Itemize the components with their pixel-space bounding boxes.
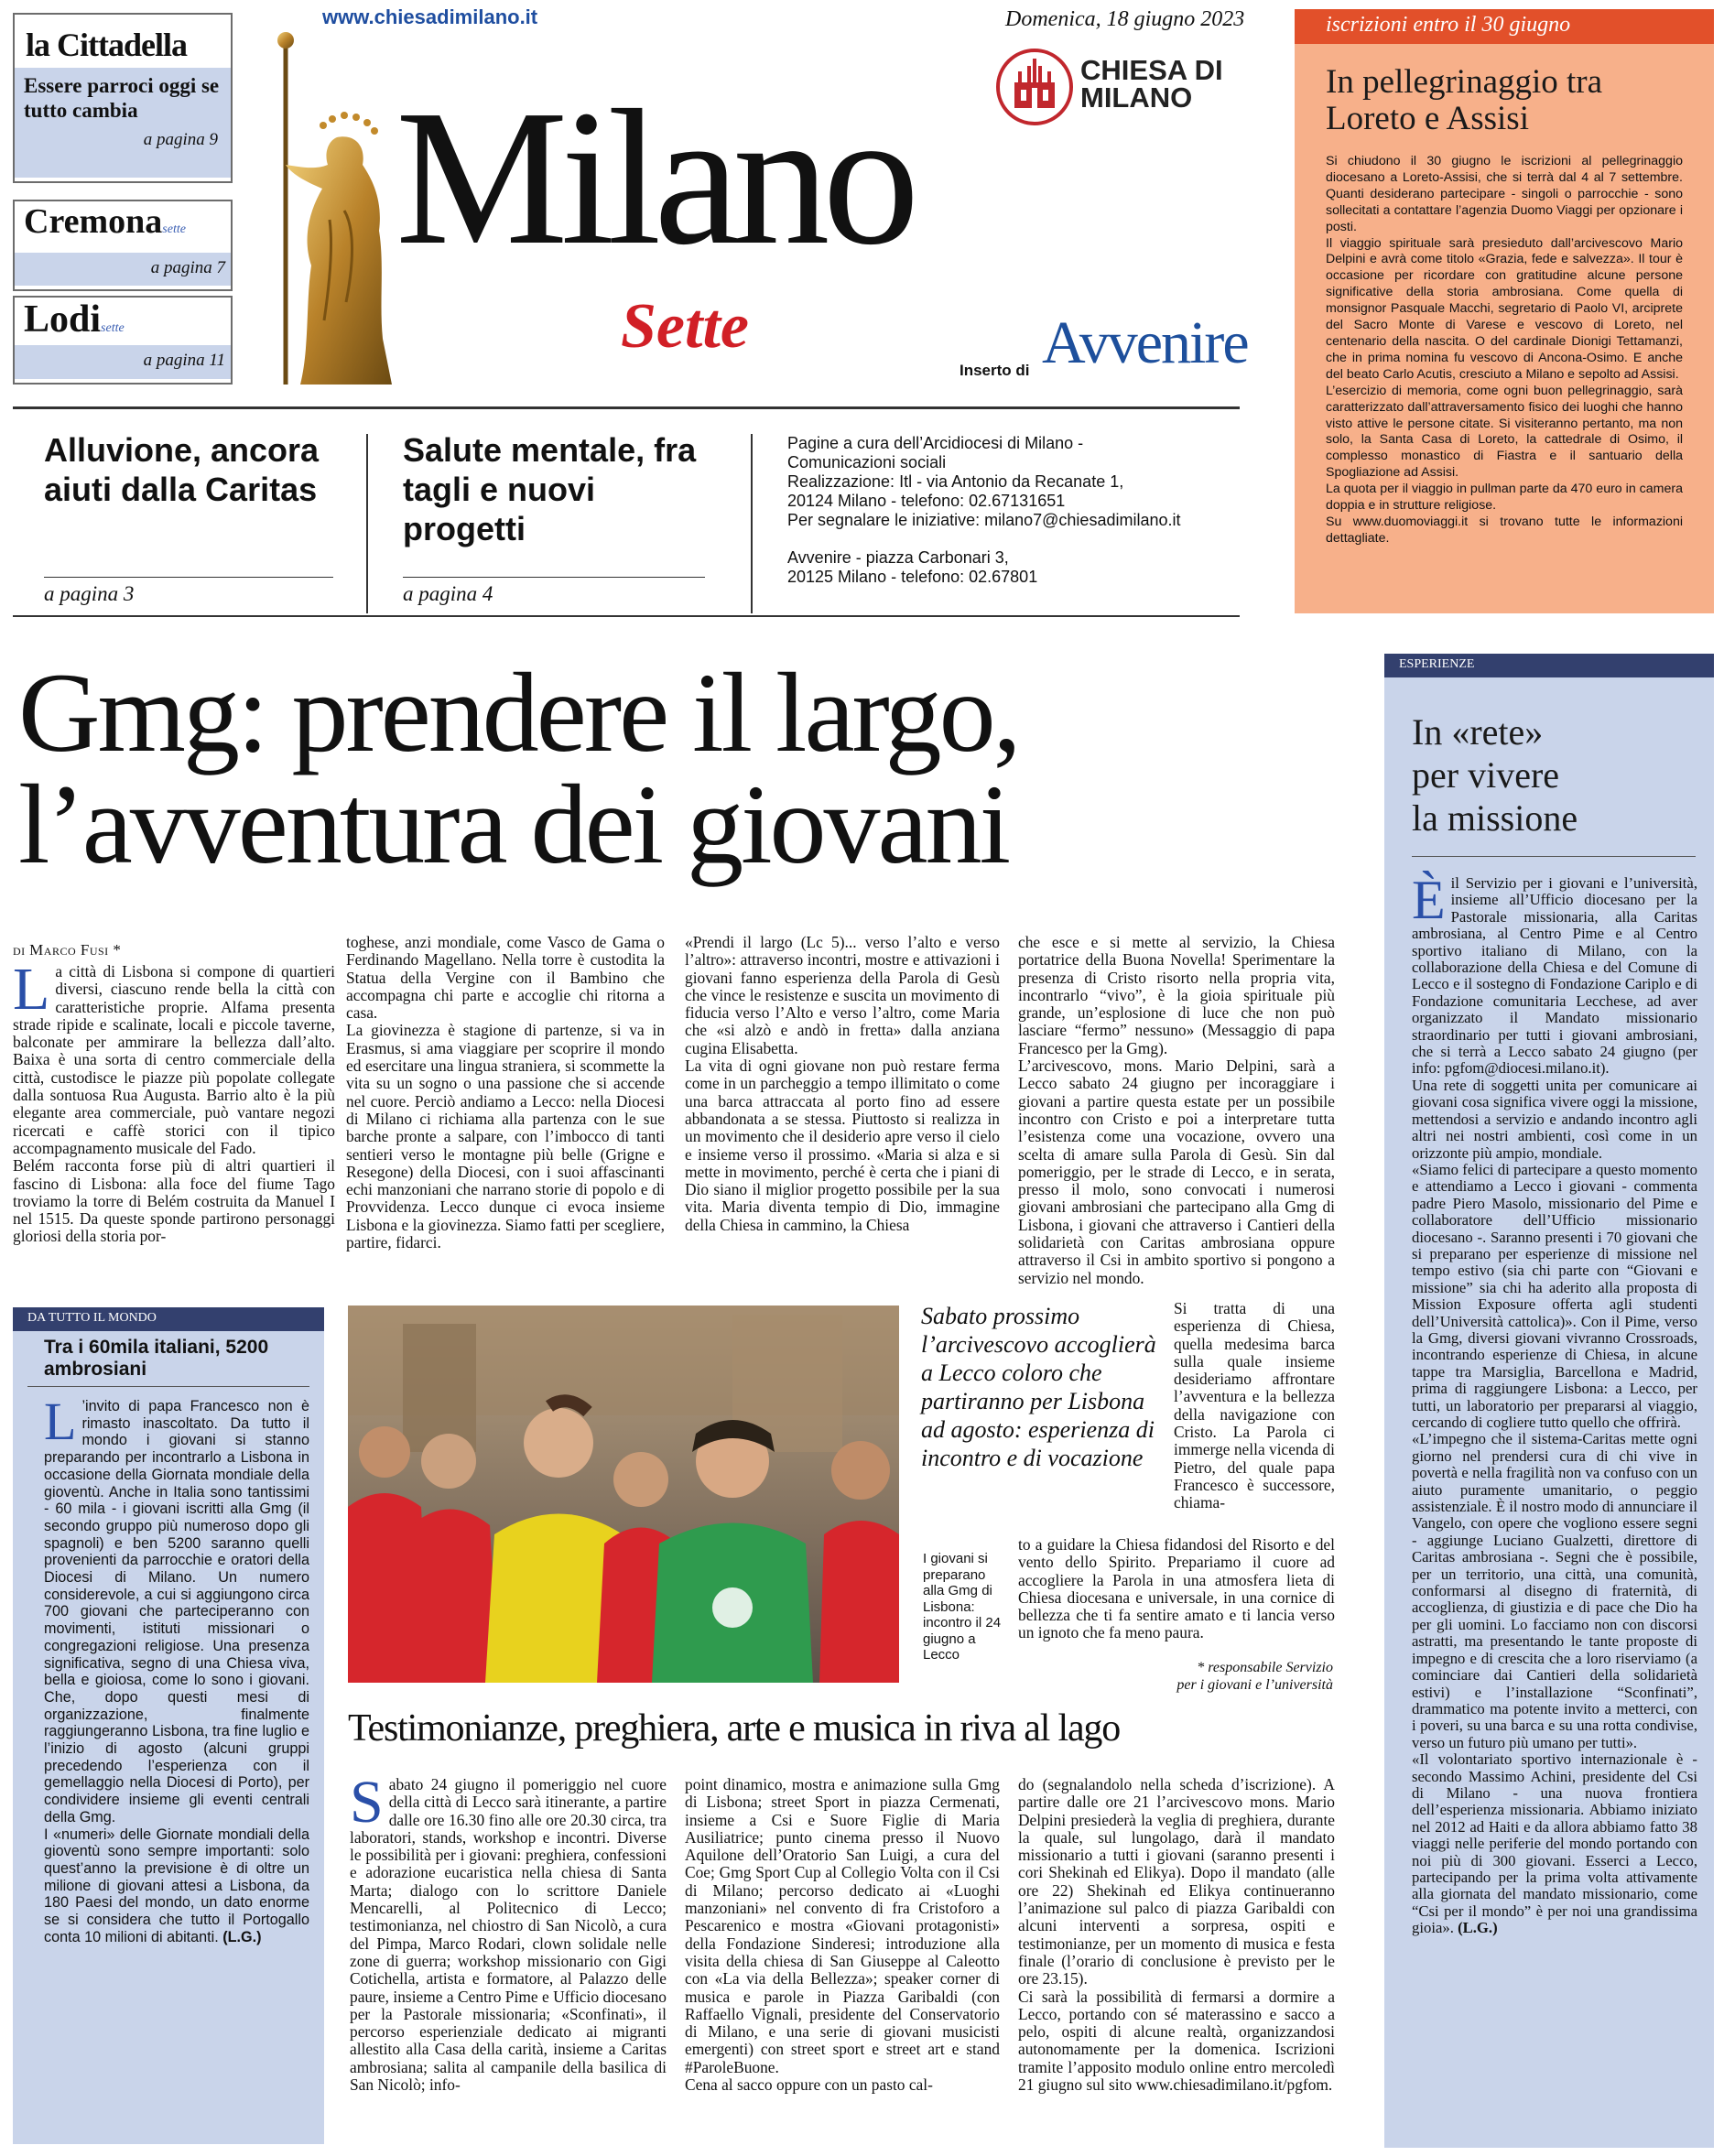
- edition-headline: Essere parroci oggi se tutto cambia: [24, 74, 220, 122]
- pilgrimage-title: In pellegrinaggio tra Loreto e Assisi: [1326, 63, 1603, 137]
- teaser-page-ref[interactable]: a pagina 4: [403, 582, 493, 605]
- testimonianze-headline: Testimonianze, preghiera, arte e musica in riva al lago: [348, 1707, 1121, 1750]
- teaser-rule: [44, 577, 333, 578]
- esperienze-title: In «rete» per vivere la missione: [1412, 711, 1578, 839]
- credits-block: Pagine a cura dell’Arcidiocesi di Milano - Comunicazioni sociali Realizzazione: Itl - via Antonio da Recanate 1, 20124 Milano - telefono: 02.67131651 Per segnalare le iniziative: milano7@chiesadimilano.it Avvenire - piazza Carbonari 3, 20125 Milano - telefono: 02.67801: [787, 434, 1181, 586]
- avvenire-logo: Avvenire: [1042, 309, 1248, 376]
- teaser-rule: [403, 577, 705, 578]
- esperienze-kicker: ESPERIENZE: [1384, 654, 1714, 677]
- edition-name: Cremona: [24, 202, 163, 241]
- teaser-page-ref[interactable]: a pagina 3: [44, 582, 135, 605]
- main-headline: Gmg: prendere il largo, l’avventura dei giovani: [18, 650, 1019, 887]
- testimonianze-col1: Sabato 24 giugno il pomeriggio nel cuore della città di Lecco sarà itinerante, a partire dalle ore 16.30 fino alle ore 20.30 circa, tra laboratori, stands, workshop e incontri. Diverse le possibilità per i giovani: preghiera, confessioni e adorazione eucaristica nella chiesa di Santa Marta; dialogo con lo scrittore Daniele Mencarelli, al Politecnico di Lecco; testimonianza, nel chiostro di San Nicolò, a cura del Pimpa, Marco Rodari, clown solidale nelle zone di guerra; workshop missionario con Gigi Cotichella, artista e formatore, al Palazzo delle paure, insieme a Centro Pime e Ufficio diocesano per la Pastorale missionaria; «Sconfinati», il percorso esperienziale dedicato ai migranti allestito alla Casa della carità, insieme a Caritas ambrosiana; salita al campanile della basilica di San Nicolò; info-: [350, 1776, 667, 2095]
- pilgrimage-body: Si chiudono il 30 giugno le iscrizioni al pellegrinaggio diocesano a Loreto-Assisi, che si terrà dal 4 al 7 settembre. Quanti desiderano partecipare - singoli o parrocchie - sono sollecitati a contattare l’agenzia Duomo Viaggi per opzionare i posti. Il viaggio spirituale sarà presieduto dall’arcivescovo Mario Delpini e avrà come titolo «Grazia, fede e salvezza». Il tour è occasione per ricordare con gratitudine alcune persone significative della storia ambrosiana. Come quella di monsignor Pasquale Macchi, segretario di Paolo VI, arciprete del Sacro Monte di Varese e vescovo di Loreto, nel centenario della nascita. O del cardinale Dionigi Tettamanzi, che in prima nomina fu vescovo di Ancona-Osimo. E anche del beato Carlo Acutis, cresciuto a Milano e sepolto ad Assisi. L’esercizio di memoria, come ogni buon pellegrinaggio, sarà caratterizzato dall’attraversamento fisico dei luoghi che hanno visto attive le persone citate. Si visiteranno pertanto, ma non solo, la Santa Casa di Loreto, la cattedrale di Osimo, il complesso monastico di Fiastra e il santuario della Spogliazione ad Assisi. La quota per il viaggio in pullman parte da 470 euro in camera doppia e in strutture religiose. Su www.duomoviaggi.it si trovano tutte le informazioni dettagliate.: [1326, 154, 1683, 546]
- main-article-col4-cont: Si tratta di una esperienza di Chiesa, quella medesima barca sulla quale insieme desideriamo affrontare l’avventura e la bellezza della navigazione con Cristo. La Parola ci immerge nella vicenda di Pietro, del quale papa Francesco è successore, chiama-: [1174, 1300, 1335, 1512]
- edition-page-ref: a pagina 7: [150, 258, 225, 277]
- website-link[interactable]: www.chiesadimilano.it: [322, 5, 538, 28]
- masthead-subtitle: Sette: [621, 291, 749, 362]
- photo-caption: I giovani si preparano alla Gmg di Lisbona: incontro il 24 giugno a Lecco: [923, 1551, 1002, 1663]
- main-article-col4: che esce e si mette al servizio, la Chiesa portatrice della Buona Novella! Sperimentare la presenza di Cristo risorto nella propria vita, incontrarlo “vivo”, è la gioia spirituale più grande, un’esplosione di luce che non può lasciare “fermo” nessuno» (Messaggio di papa Francesco per la Gmg). L’arcivescovo, mons. Mario Delpini, sarà a Lecco sabato 24 giugno per incoraggiare i giovani a partire questa estate per un possibile incontro con Cristo e poi a interpretare tutta l’esistenza come una vocazione, ovvero una scelta di amare sulla Parola di Gesù. Sin dal pomeriggio, per le strade di Lecco, e in serata, presso il molo, sono convocati i numerosi giovani ambrosiani che partecipano alla Gmg di Lisbona, i giovani che attraverso i Cantieri della solidarietà con Caritas ambrosiana oppure attraverso il Csi in ambito sportivo si pongono a servizio nel mondo.: [1018, 934, 1335, 1287]
- masthead-rule: [13, 406, 1240, 409]
- testimonianze-col2: point dinamico, mostra e animazione sulla Gmg di Lisbona; street Sport in piazza Cermenati, insieme a Csi e Suore Figlie di Maria Ausiliatrice; punto cinema presso il Nuovo Aquilone dell’Oratorio San Luigi, a cura del Coe; Gmg Sport Cup al Collegio Volta con il Csi di Milano; percorso dedicato ai «Luoghi manzoniani» nel convento di fra Cristoforo a Pescarenico e mostra «Giovani protagonisti» della Fondazione Sinderesi; introduzione alla visita della chiesa di San Giuseppe al Caleotto con «La via della Bellezza»; speaker corner di musica e parole in Piazza Garibaldi (con Raffaello Vignali, presidente del Conservatorio di Milano, e una serie di giovani musicisti emergenti) con street sport e street art e stand #ParoleBuone. Cena al sacco oppure con un pasto cal-: [685, 1776, 1000, 2095]
- world-box: [13, 1307, 324, 2144]
- edition-box-cittadella[interactable]: [13, 13, 233, 183]
- diocese-logo-text: CHIESA DI MILANO: [1080, 54, 1223, 114]
- teaser-divider: [366, 434, 368, 613]
- gmg-youth-photo: [348, 1306, 899, 1683]
- world-body: L ’invito di papa Francesco non è rimasto inascoltato. Da tutto il mondo i giovani si stanno preparando per incontrarlo a Lisbona in occasione della Giornata mondiale della gioventù. Anche in Italia sono tantissimi - 60 mila - i giovani iscritti alla Gmg (il secondo gruppo più numeroso dopo gli spagnoli) e ben 5200 saranno quelli provenienti da parrocchie e oratori della Diocesi di Milano. Un numero considerevole, a cui si aggiungono circa 700 giovani che parteciperanno con movimenti, istituti missionari o congregazioni religiose. Una presenza significativa, segno di una Chiesa viva, bella e gioiosa, come lo sono i giovani. Che, dopo questi mesi di organizzazione, finalmente raggiungeranno Lisbona, tra fine luglio e l’inizio di agosto (alcuni gruppi precedendo l’esperienza con il gemellaggio nella Diocesi di Porto), per condividere insieme gli eventi centrali della Gmg. I «numeri» delle Giornate mondiali della gioventù sono sempre importanti: solo quest’anno la previsione è di oltre un milione di giovani attesi a Lisbona, da 180 Paesi del mondo, un dato enorme se si considera che tutto il Portogallo conta 10 milioni di abitanti. (L.G.): [44, 1392, 309, 1945]
- madonnina-statue-icon: [245, 27, 419, 385]
- main-article-col3: «Prendi il largo (Lc 5)... verso l’alto e verso l’altro»: attraverso incontri, mostre e attivazioni i giovani fanno esperienza della Parola di Gesù che vince le resistenze e suscita un movimento di fiducia verso l’Alto e verso l’altro, come Maria che «si alzò e andò in fretta» dalla anziana cugina Elisabetta. La vita di ogni giovane non può restare ferma come in un parcheggio a tempo illimitato o come una barca attraccata al porto fino ad essere abbandonata a se stessa. Piuttosto si realizza in un movimento che il desiderio apre verso il cielo e insieme verso il prossimo. «Maria si alza e si mette in movimento, perché è certa che i piani di Dio siano il miglior progetto possibile per la sua vita. Maria diventa tempio di Dio, immagine della Chiesa in cammino, la Chiesa: [685, 934, 1000, 1234]
- issue-date: Domenica, 18 giugno 2023: [1005, 7, 1245, 31]
- edition-sub: sette: [101, 321, 125, 335]
- edition-name: Lodi: [24, 298, 102, 341]
- world-title: Tra i 60mila italiani, 5200 ambrosiani: [44, 1337, 269, 1380]
- teaser-alluvione[interactable]: [44, 430, 337, 509]
- edition-page-ref: a pagina 11: [143, 351, 225, 370]
- world-kicker: DA TUTTO IL MONDO: [13, 1307, 324, 1331]
- edition-sub: sette: [162, 222, 186, 236]
- edition-page-ref: a pagina 9: [143, 130, 218, 149]
- esperienze-sidebar: [1384, 654, 1714, 2148]
- section-rule: [13, 615, 1240, 617]
- masthead-title: Milano: [396, 70, 913, 285]
- testimonianze-col3: do (segnalandolo nella scheda d’iscrizione). A partire dalle ore 21 l’arcivescovo mons. Mario Delpini presiederà la veglia di preghiera, durante la quale, sul lungolago, darà il mandato missionario a tutti i giovani (saranno presenti i cori Shekinah ed Elikya). Dopo il mandato (alle ore 22) Shekinah ed Elikya continueranno l’animazione sul palco di piazza Garibaldi con alcuni interventi a sorpresa, ospiti e testimonianze, per un momento di musica e festa finale (l’orario di conclusione è previsto per le ore 23.15). Ci sarà la possibilità di fermarsi a dormire a Lecco, portando con sé materassino e sacco a pelo, ospiti di alcune realtà, organizzandosi autonomamente per la domenica. Iscrizioni tramite l’apposito modulo online entro mercoledì 21 giugno sul sito www.chiesadimilano.it/pgfom.: [1018, 1776, 1335, 2095]
- teaser-divider: [751, 434, 753, 613]
- main-article-col4-end: to a guidare la Chiesa fidandosi del Risorto e del vento dello Spirito. Prepariamo il cuore ad accogliere la Parola in una atmosfera lieta di Chiesa diocesana e universale, in una cornice di bellezza che ti fa sentire amato e ti lancia verso un ignoto che fa meno paura.: [1018, 1536, 1335, 1642]
- pilgrimage-kicker: iscrizioni entro il 30 giugno: [1295, 9, 1714, 44]
- pullquote: Sabato prossimo l’arcivescovo accoglierà a Lecco coloro che partiranno per Lisbona ad agosto: esperienza di incontro e di vocazione: [921, 1303, 1156, 1471]
- edition-name: la Cittadella: [26, 27, 187, 63]
- inserto-label: Inserto di: [960, 362, 1030, 379]
- byline: DI Marco Fusi *: [13, 941, 122, 959]
- edition-box-lodi[interactable]: [13, 296, 233, 385]
- pilgrimage-box: [1295, 9, 1714, 613]
- teaser-salute-mentale[interactable]: [403, 430, 714, 548]
- main-article-col2: toghese, anzi mondiale, come Vasco de Gama o Ferdinando Magellano. Nella torre è custodita la Statua della Vergine con il Bambino che accompagna chi parte e accoglie chi ritorna a casa. La giovinezza è stagione di partenze, si va in Erasmus, si ama viaggiare per scoprire il mondo ed esercitare una lingua straniera, si scommette la vita su un sogno o una passione che si accende nel cuore. Perciò andiamo a Lecco: nella Diocesi di Milano ci richiama alla partenza con le sue barche pronte a salpare, con l’imbocco di tanti sentieri verso le montagne più belle (Grigne e Resegone) della Diocesi, con i suoi affascinanti echi manzoniani che narrano storie di popolo e di Provvidenza. Lecco dunque ci evoca insieme Lisbona e la giovinezza. Siamo fatti per scegliere, partire, fidarci.: [346, 934, 665, 1252]
- teaser-title: Salute mentale, fra tagli e nuovi progetti: [403, 431, 697, 547]
- edition-box-cremona[interactable]: [13, 200, 233, 291]
- chiesa-di-milano-logo-icon: [996, 48, 1073, 126]
- main-article-col1: La città di Lisbona si compone di quartieri diversi, ciascuno rende bella la città con caratteristiche proprie. Alfama presenta strade ripide e scalinate, locali e piccole taverne, balconate per ammirare la bellezza dall’alto. Baixa è una sorta di centro commerciale della città, custodisce le piazze più popolate collegate dalla sontuosa Rua Augusta. Barrio alto è la più elegante area commerciale, può vantare negozi ricercati e caffè storici con il tipico accompagnamento musicale del Fado. Belém racconta forse più di altri quartieri il fascino di Lisbona: alla foce del fiume Tago troviamo la torre di Belém costruita da Manuel I nel 1515. Da queste sponde partirono personaggi gloriosi della storia por-: [13, 963, 335, 1246]
- author-footnote: * responsabile Servizio per i giovani e l’università: [1176, 1660, 1333, 1693]
- teaser-title: Alluvione, ancora aiuti dalla Caritas: [44, 431, 320, 508]
- esperienze-body: Èil Servizio per i giovani e l’università, insieme all’Ufficio diocesano per la Pastorale missionaria, alla Caritas ambrosiana, al Centro Pime e al Centro sportivo italiano di Milano, con la collaborazione della Chiesa e del Comune di Lecco e il sostegno di Fondazione Cariplo e di Fondazione comunitaria Lecchese, ad aver organizzato il Mandato missionario straordinario per tutti i giovani ambrosiani, che si terrà a Lecco sabato 24 giugno (per info: pgfom@diocesi.milano.it). Una rete di soggetti unita per comunicare ai giovani cosa significa vivere oggi la missione, mettendosi a servizio e andando incontro agli altri nei nostri ambienti, così come in un orizzonte più ampio, mondiale. «Siamo felici di partecipare a questo momento e attendiamo a Lecco i giovani - commenta padre Piero Masolo, missionario del Pime e collaboratore dell’Ufficio missionario diocesano -. Saranno presenti i 70 giovani che si preparano per esperienze di missione nel tempo estivo (sia chi parte con “Giovani e missione” sia chi ha aderito alla proposta di Mission Exposure offerta agli studenti dell’Università cattolica)». Con il Pime, verso la Gmg, diversi giovani vivranno Crossroads, incontrando esperienze di Chiesa, in alcune tappe tra Marsiglia, Barcellona e Madrid, prima di raggiungere Lisbona: a Lecco, per tutti, un laboratorio per prepararsi al viaggio, cercando di cogliere tutto quello che offrirà. «L’impegno che il sistema-Caritas mette ogni giorno nel prendersi cura di chi vive in povertà e nella fragilità non va confuso con un aiuto puramente umanitario, o peggio assistenziale. È il nostro modo di annunciare il Vangelo, con opere che vogliono essere segni - aggiunge Luciano Gualzetti, direttore di Caritas ambrosiana -. Segni che è possibile, per un territorio, una città, una comunità, conformarsi al disegno di fraternità, di accoglienza, di giustizia e di pace che Dio ha per gli uomini. Lo facciamo non con discorsi astratti, ma presentando le tante proposte di impegno e di crescita che a loro riserviamo (a cominciare dai Cantieri della solidarietà estivi) e l’installazione “Sconfinati”, drammatico ma potente invito a metterci, con i poveri, su una barca e su una rotta condivise, verso un futuro più umano per tutti». «Il volontariato sportivo internazionale è - secondo Massimo Achini, presidente del Csi di Milano - una nuova frontiera dell’esperienza missionaria. Abbiamo iniziato nel 2012 ad Haiti e da allora abbiamo fatto 38 viaggi nelle periferie del mondo portando con noi più di 300 giovani. Esserci a Lecco, partecipando per la prima volta attivamente alla giornata del mandato missionario, come “Csi per il mondo” è per noi una grandissima gioia». (L.G.): [1412, 870, 1697, 1937]
